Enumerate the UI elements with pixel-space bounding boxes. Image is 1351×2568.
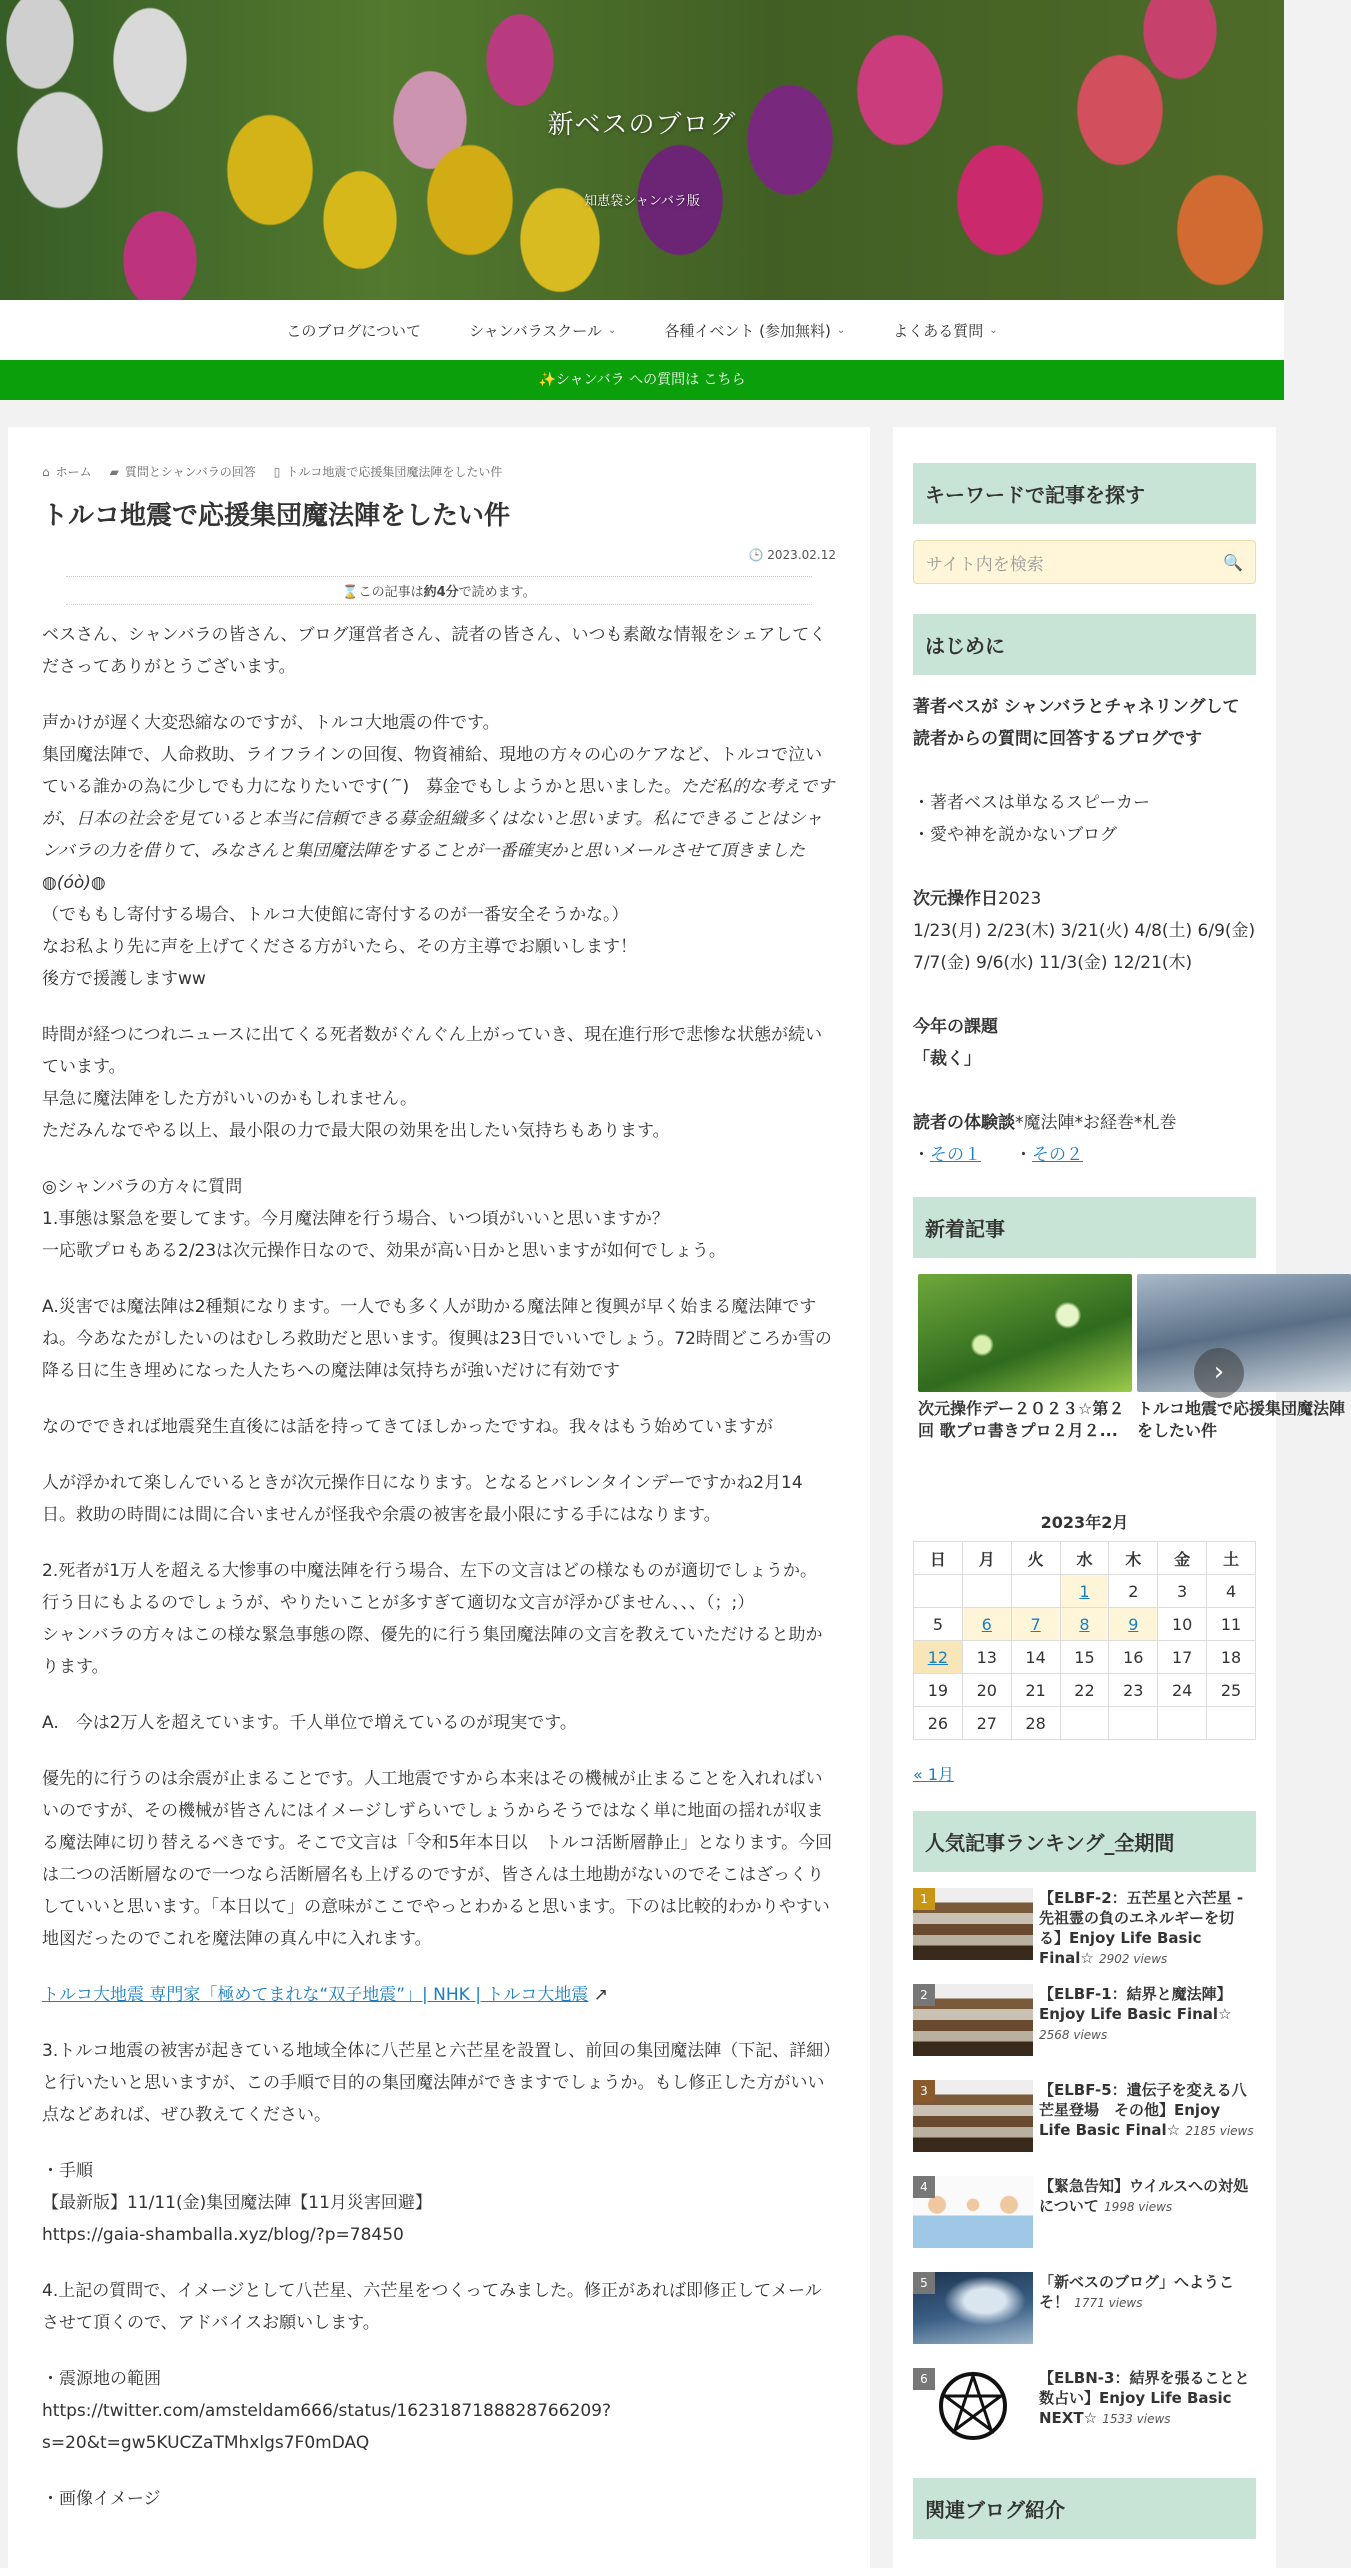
notice-bar[interactable]: ✨シャンバラ への質問は こちら <box>0 360 1284 400</box>
nav-label: シャンバラスクール <box>469 321 602 340</box>
ranking-list <box>913 1888 1256 2464</box>
ranking-text <box>1039 1984 1256 2080</box>
ranking-views: 2568 views <box>1039 2028 1108 2042</box>
ranking-item[interactable] <box>913 2272 1256 2368</box>
paragraph <box>42 1979 836 2011</box>
url-text: s=20&t=gw5KUCZaTMhxlgs7F0mDAQ <box>42 2433 370 2454</box>
url-text: https://gaia-shamballa.xyz/blog/?p=78450 <box>42 2225 404 2246</box>
calendar-day <box>914 1575 963 1608</box>
ranking-thumbnail <box>913 2272 1033 2344</box>
spacer <box>913 1075 1256 1107</box>
nhk-article-link[interactable]: トルコ大地震 専門家「極めてまれな“双子地震”」| NHK | トルコ大地震 <box>42 1985 589 2006</box>
ranking-title: 「新ベスのブログ」へようこそ！ <box>1039 2273 1235 2311</box>
breadcrumb <box>42 463 836 480</box>
paragraph: A. 今は2万人を超えています。千人単位で増えているのが現実です。 <box>42 1713 577 1734</box>
text-line: 行う日にもよるのでしょうが、やりたいことが多すぎて適切な文言が浮かびません、、、（；;） <box>42 1593 755 1614</box>
text-line: 早急に魔法陣をした方がいいのかもしれません。 <box>42 1089 418 1110</box>
calendar-day <box>1109 1707 1158 1740</box>
calendar-day-today[interactable]: 12 <box>914 1641 963 1674</box>
calendar-day: 3 <box>1158 1575 1207 1608</box>
url-text: https://twitter.com/amsteldam666/status/1623187188828766209? <box>42 2401 612 2422</box>
text-line: 声かけが遅く大変恐縮なのですが、トルコ大地震の件です。 <box>42 713 500 734</box>
ranking-title: 【ELBF-2：五芒星と六芒星 - 先祖霊の負のエネルギーを切る】Enjoy Life Basic Final☆ <box>1039 1889 1244 1967</box>
new-post-title: トルコ地震で応援集団魔法陣をしたい件 <box>1137 1399 1346 1440</box>
calendar-weekday: 水 <box>1060 1542 1109 1575</box>
breadcrumb-home[interactable] <box>42 463 92 480</box>
ranking-thumbnail <box>913 2368 1033 2440</box>
intro-bullet: ・著者ベスは単なるスピーカー <box>913 793 1150 813</box>
spacer <box>913 2464 1256 2478</box>
main-content <box>8 427 870 2568</box>
post-date <box>42 548 836 562</box>
paragraph <box>42 1019 836 1147</box>
ranking-item[interactable] <box>913 1888 1256 1984</box>
calendar-day <box>1158 1707 1207 1740</box>
search-icon[interactable]: 🔍 <box>1223 552 1243 572</box>
text-line: 1.事態は緊急を要してます。今月魔法陣を行う場合、いつ頃がいいと思いますか？ <box>42 1209 669 1230</box>
spacer <box>913 979 1256 1011</box>
calendar-day <box>1060 1707 1109 1740</box>
post-body <box>42 619 836 2515</box>
breadcrumb-current <box>274 463 503 480</box>
nav-item-school[interactable] <box>445 320 640 341</box>
calendar-day-link[interactable]: 6 <box>962 1608 1011 1641</box>
sidebar <box>893 427 1346 2568</box>
ranking-views: 1771 views <box>1074 2296 1143 2310</box>
breadcrumb-current-label: トルコ地震で応援集団魔法陣をしたい件 <box>286 465 503 479</box>
search-placeholder: サイト内を検索 <box>926 554 1044 575</box>
dim-day-year: 2023 <box>998 889 1042 909</box>
calendar-weekday: 月 <box>962 1542 1011 1575</box>
calendar-day: 13 <box>962 1641 1011 1674</box>
calendar-day-link[interactable]: 9 <box>1109 1608 1158 1641</box>
paragraph <box>42 1171 836 1267</box>
breadcrumb-category-label: 質問とシャンバラの回答 <box>124 465 256 479</box>
ranking-text <box>1039 2176 1256 2272</box>
external-link-icon: ↗ <box>593 1985 608 2006</box>
post-title: トルコ地震で応援集団魔法陣をしたい件 <box>42 501 511 531</box>
calendar-day: 15 <box>1060 1641 1109 1674</box>
nav-item-faq[interactable] <box>869 320 1021 341</box>
calendar-day: 27 <box>962 1707 1011 1740</box>
paragraph <box>42 2155 836 2251</box>
new-posts-carousel <box>913 1274 1346 1474</box>
ranking-thumbnail <box>913 1888 1033 1960</box>
task-label: 今年の課題 <box>913 1017 998 1037</box>
intro-bullet: ・愛や神を説かないブログ <box>913 825 1117 845</box>
breadcrumb-category[interactable] <box>110 463 256 480</box>
calendar-day: 14 <box>1011 1641 1060 1674</box>
ranking-item[interactable] <box>913 1984 1256 2080</box>
ranking-views: 1998 views <box>1103 2200 1173 2214</box>
dim-day-dates: 7/7(金) 9/6(水) 11/3(金) 12/21(木) <box>913 953 1193 973</box>
text-line: ◎シャンバラの方々に質問 <box>42 1177 243 1198</box>
ranking-text <box>1039 1888 1256 1984</box>
new-post-thumbnail <box>1137 1274 1351 1392</box>
nav-item-events[interactable] <box>640 320 869 341</box>
post-date-value: 2023.02.12 <box>767 548 836 563</box>
calendar-day: 11 <box>1207 1608 1256 1641</box>
widget-title-search: キーワードで記事を探す <box>913 463 1256 524</box>
task-value: 「裁く」 <box>913 1049 981 1069</box>
calendar-day-link[interactable]: 1 <box>1060 1575 1109 1608</box>
nav-label: このブログについて <box>286 321 422 340</box>
read-time-value: 約4分 <box>423 585 459 601</box>
ranking-item[interactable] <box>913 2176 1256 2272</box>
calendar-day: 17 <box>1158 1641 1207 1674</box>
nav-item-about[interactable] <box>262 320 445 341</box>
new-post-card[interactable] <box>918 1274 1132 1442</box>
file-icon: ▯ <box>273 464 281 479</box>
text-line: ・震源地の範囲 <box>42 2369 161 2390</box>
paragraph: 人が浮かれて楽しんでいるときが次元操作日になります。となるとバレンタインデーですかね2月14日。救助の時間には間に合いませんが怪我や余震の被害を最小限にする手にはなります。 <box>42 1473 803 1526</box>
rank-badge: 4 <box>913 2176 935 2198</box>
paragraph: 優先的に行うのは余震が止まることです。人工地震ですから本来はその機械が止まることを入れればいいのですが、その機械が皆さんにはイメージしずらいでしょうからそうではなく単に地面の揺れが収まる魔法陣に切り替えるべきです。そこで文言は「令和5年本日以 トルコ活断層静止」となります。今回は二つの活断層なので一つなら活断層名も上げるのですが、皆さんは土地勘がないのでそこはざっくりしていいと思います。「本日以て」の意味がここでやっとわかると思います。下のは比較的わかりやすい地図だったのでこれを魔法陣の真ん中に入れます。 <box>42 1769 833 1950</box>
ranking-views: 2185 views <box>1185 2124 1254 2138</box>
breadcrumb-home-label: ホーム <box>55 465 92 479</box>
calendar-day: 20 <box>962 1674 1011 1707</box>
text-line: なお私より先に声を上げてくださる方がいたら、その方主導でお願いします！ <box>42 937 637 958</box>
text-line: 後方で援護しますww <box>42 969 206 990</box>
clock-icon: 🕒 <box>748 548 764 563</box>
widget-title-new: 新着記事 <box>913 1197 1256 1258</box>
calendar <box>913 1541 1256 1740</box>
paragraph: 4.上記の質問で、イメージとして八芒星、六芒星をつくってみました。修正があれば即修正してメールさせて頂くので、アドバイスお願いします。 <box>42 2281 822 2334</box>
global-nav <box>0 300 1284 360</box>
calendar-day: 26 <box>914 1707 963 1740</box>
text-line: 集団魔法陣で、人命救助、ライフラインの回復、物資補給、現地の方々の心のケアなど、トルコで泣いている誰かの為に少しでも力になりたいです(´ ̄) 募金でもしようかと思いました。 <box>42 745 823 798</box>
calendar-day: 16 <box>1109 1641 1158 1674</box>
nav-label: 各種イベント (参加無料) <box>664 321 831 340</box>
widget-title-ranking: 人気記事ランキング_全期間 <box>913 1811 1256 1872</box>
read-time-prefix: この記事は <box>358 585 424 601</box>
calendar-weekday: 日 <box>914 1542 963 1575</box>
new-post-title: 次元操作デー２０２３☆第２回 歌プロ書きプロ２月２... <box>918 1399 1125 1440</box>
calendar-day <box>1207 1707 1256 1740</box>
calendar-day: 24 <box>1158 1674 1207 1707</box>
text-line: 【最新版】11/11(金)集団魔法陣【11月災害回避】 <box>42 2193 432 2214</box>
ranking-text <box>1039 2080 1256 2176</box>
ranking-text <box>1039 2368 1256 2464</box>
ranking-item[interactable] <box>913 2368 1256 2464</box>
ranking-thumbnail <box>913 2080 1033 2152</box>
text-line: 2.死者が1万人を超える大惨事の中魔法陣を行う場合、左下の文言はどの様なものが適切でしょうか。 <box>42 1561 818 1582</box>
experience-heading <box>913 1107 1256 1139</box>
calendar-caption: 2023年2月 <box>1040 1513 1129 1532</box>
calendar-day: 19 <box>914 1674 963 1707</box>
paragraph: 3.トルコ地震の被害が起きている地域全体に八芒星と六芒星を設置し、前回の集団魔法陣（下記、詳細）と行いたいと思いますが、この手順で目的の集団魔法陣ができますでしょうか。もし修正した方がいい点などあれば、ぜひ教えてください。 <box>42 2041 832 2126</box>
ranking-thumbnail <box>913 1984 1033 2056</box>
chevron-down-icon: ⌄ <box>607 324 617 336</box>
intro-widget <box>913 691 1256 1171</box>
paragraph: ・画像イメージ <box>42 2489 161 2510</box>
read-time-suffix: で読めます。 <box>458 585 536 601</box>
calendar-day: 18 <box>1207 1641 1256 1674</box>
intro-lead: 著者ベスが シャンバラとチャネリングして 読者からの質問に回答するブログです <box>913 697 1240 749</box>
nav-label: よくある質問 <box>893 321 984 340</box>
calendar-day: 28 <box>1011 1707 1060 1740</box>
calendar-day: 23 <box>1109 1674 1158 1707</box>
experience-link-2[interactable]: その２ <box>1032 1145 1083 1165</box>
calendar-day: 10 <box>1158 1608 1207 1641</box>
header-banner <box>0 0 1284 300</box>
calendar-day: 2 <box>1109 1575 1158 1608</box>
text-line: ただみんなでやる以上、最小限の力で最大限の効果を出したい気持ちもあります。 <box>42 1121 670 1142</box>
paragraph: ベスさん、シャンバラの皆さん、ブログ運営者さん、読者の皆さん、いつも素敵な情報をシェアしてくださってありがとうございます。 <box>42 625 827 678</box>
ranking-text <box>1039 2272 1256 2368</box>
rank-badge: 6 <box>913 2368 935 2390</box>
experience-links: ・その１ ・その２ <box>913 1145 1083 1165</box>
text-line: ・手順 <box>42 2161 93 2182</box>
ranking-title: 【ELBF-1：結界と魔法陣】Enjoy Life Basic Final☆ <box>1039 1985 1232 2023</box>
dim-day-dates: 1/23(月) 2/23(木) 3/21(火) 4/8(土) 6/9(金) <box>913 921 1256 941</box>
calendar-day: 22 <box>1060 1674 1109 1707</box>
calendar-day: 5 <box>914 1608 963 1641</box>
ranking-title: 【緊急告知】ウイルスへの対処について <box>1039 2177 1249 2215</box>
paragraph: A.災害では魔法陣は2種類になります。一人でも多く人が助かる魔法陣と復興が早く始まる魔法陣ですね。今あなたがしたいのはむしろ救助だと思います。復興は23日でいいでしょう。72時間どころか雪の降る日に生き埋めになった人たちへの魔法陣は気持ちが強いだけに有効です <box>42 1297 832 1382</box>
text-line: 一応歌プロもある2/23は次元操作日なので、効果が高い日かと思いますが如何でしょう。 <box>42 1241 726 1262</box>
experience-rest: *魔法陣*お経巻*札巻 <box>1015 1113 1177 1133</box>
calendar-weekday: 土 <box>1207 1542 1256 1575</box>
rank-badge: 5 <box>913 2272 935 2294</box>
new-post-card[interactable] <box>1137 1274 1351 1442</box>
widget-title-related: 関連ブログ紹介 <box>913 2478 1256 2539</box>
text-line: （でももし寄付する場合、トルコ大使館に寄付するのが一番安全そうかな。） <box>42 905 629 926</box>
calendar-day <box>1011 1575 1060 1608</box>
chevron-down-icon: ⌄ <box>836 324 846 336</box>
paragraph: なのでできれば地震発生直後には話を持ってきてほしかったですね。我々はもう始めていますが <box>42 1417 773 1438</box>
calendar-weekday: 火 <box>1011 1542 1060 1575</box>
carousel-next-button[interactable]: › <box>1194 1348 1244 1398</box>
read-time <box>66 576 812 605</box>
header-overlay <box>0 0 1284 300</box>
calendar-weekday: 木 <box>1109 1542 1158 1575</box>
experience-link-1[interactable]: その１ <box>930 1145 981 1165</box>
chevron-down-icon: ⌄ <box>989 324 998 336</box>
calendar-day-link[interactable]: 8 <box>1060 1608 1109 1641</box>
ranking-views: 1533 views <box>1102 2412 1171 2426</box>
hourglass-icon: ⌛ <box>342 585 359 601</box>
site-title[interactable]: 新ベスのブログ <box>547 110 737 140</box>
site-subtitle: 知恵袋シャンバラ版 <box>584 194 700 209</box>
folder-icon: ▰ <box>109 464 119 479</box>
rank-badge: 1 <box>913 1888 935 1910</box>
experience-label: 読者の体験談 <box>913 1113 1015 1133</box>
spacer <box>913 1171 1256 1197</box>
rank-badge: 2 <box>913 1984 935 2006</box>
text-line: シャンバラの方々はこの様な緊急事態の際、優先的に行う集団魔法陣の文言を教えていただけると助かります。 <box>42 1625 823 1678</box>
dim-day-label: 次元操作日 <box>913 889 998 909</box>
text-line-italic: ただ私的な考えですが、日本の社会を見ていると本当に信頼できる募金組織多くはないと思います。私にできることはシャンバラの力を借りて、みなさんと集団魔法陣をすることが一番確実かと思いメールさせて頂きました◍(óò)◍ <box>42 777 835 894</box>
dim-day-heading <box>913 883 1256 915</box>
calendar-prev-month-link[interactable]: « 1月 <box>913 1765 955 1784</box>
ranking-views: 2902 views <box>1099 1952 1168 1966</box>
search-input[interactable] <box>913 540 1256 584</box>
calendar-day: 25 <box>1207 1674 1256 1707</box>
rank-badge: 3 <box>913 2080 935 2102</box>
paragraph <box>42 1555 836 1683</box>
home-icon: ⌂ <box>42 464 50 479</box>
spacer <box>913 755 1256 787</box>
spacer <box>913 851 1256 883</box>
paragraph <box>42 707 836 995</box>
ranking-item[interactable] <box>913 2080 1256 2176</box>
calendar-day <box>962 1575 1011 1608</box>
ranking-title: 【ELBN-3：結界を張ることと数占い】Enjoy Life Basic NEXT☆ <box>1039 2369 1250 2427</box>
ranking-thumbnail <box>913 2176 1033 2248</box>
paragraph <box>42 2363 836 2459</box>
calendar-day: 21 <box>1011 1674 1060 1707</box>
widget-title-intro: はじめに <box>913 614 1256 675</box>
new-post-thumbnail <box>918 1274 1132 1392</box>
calendar-day: 4 <box>1207 1575 1256 1608</box>
calendar-day-link[interactable]: 7 <box>1011 1608 1060 1641</box>
calendar-weekday: 金 <box>1158 1542 1207 1575</box>
ranking-title: 【ELBF-5：遺伝子を変える八芒星登場 その他】Enjoy Life Basic Final☆ <box>1039 2081 1247 2139</box>
text-line: 時間が経つにつれニュースに出てくる死者数がぐんぐん上がっていき、現在進行形で悲惨な状態が続いています。 <box>42 1025 823 1078</box>
